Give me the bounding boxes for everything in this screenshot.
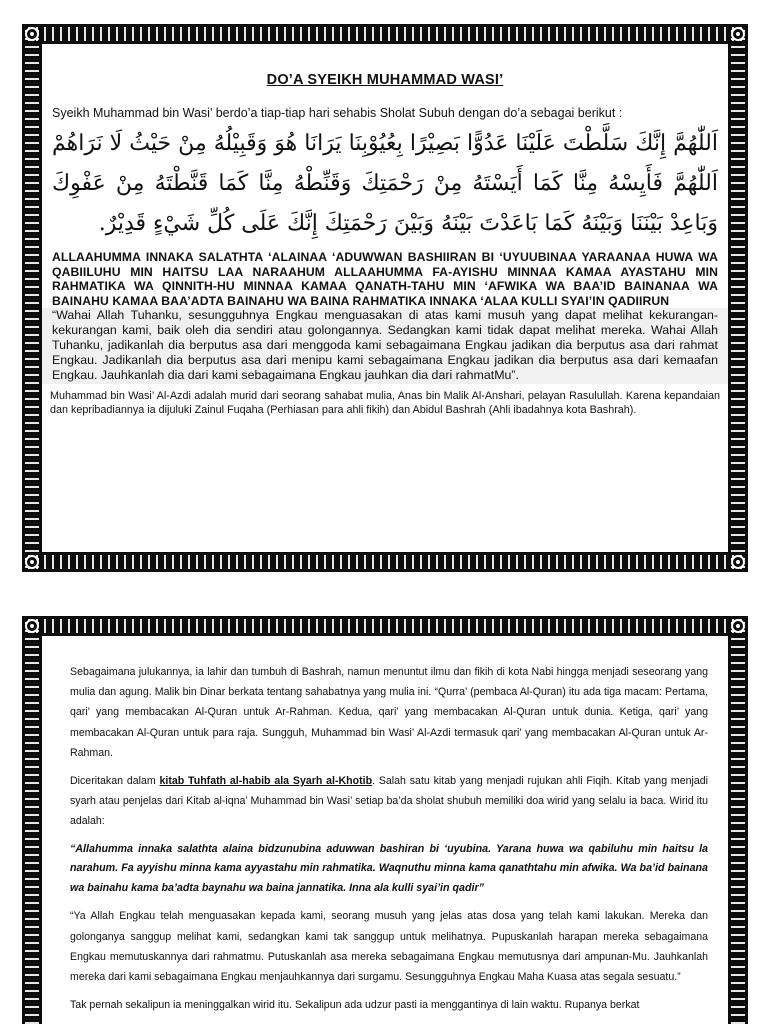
paragraph-kitab [70, 771, 708, 832]
wirid-quote: “Allahumma innaka salathta alaina bidzunubina aduwwan bashiran bi ‘uyubina. Yarana huwa wa qabiluhu min haitsu la narahum. Fa ayyishu minna kama ayyastahu min rahmatika. Waqnuthu minna kama qanathtahu min afwika. Wa ba’id bainana wa bainahu kama ba’adta baynahu wa baina jannatika. Inna ala kulli syai’in qadir” [70, 842, 708, 894]
wirid-translation: “Ya Allah Engkau telah menguasakan kepada kami, seorang musuh yang jelas atas dosa yang telah kami lakukan. Mereka dan golonganya sanggup melihat kami, sedangkan kami tak sanggup untuk melihatnya. Pupuskanlah harapan mereka sebagaimana Engkau memutuskannya dari rahmatmu. Putuskanlah asa mereka sebagaimana Engkau memutusnya dari ampunan-Mu. Jauhkanlah mereka dari kami sebagaimana Engkau menjauhkannya dari surgamu. Sesungguhnya Engkau Maha Kuasa atas segala sesuatu.” [70, 910, 708, 984]
arabic-prayer: اَللّٰهُمَّ إِنَّكَ سَلَّطْتَ عَلَيْنَا عَدُوًّا بَصِيْرًا بِعُيُوْبِنَا يَرَانَا هُوَ وَقَبِيْلُهُ مِنْ حَيْثُ لَا نَرَاهُمْ اَللّٰهُمَّ فَأَيِسْهُ مِنَّا كَمَا أَيَسْتَهُ مِنْ رَحْمَتِكَ وَقَنِّطْهُ مِنَّا كَمَا قَنَّطْتَهُ مِنْ عَفْوِكَ وَبَاعِدْ بَيْنَنَا وَبَيْنَهُ كَمَا بَاعَدْتَ بَيْنَهُ وَبَيْنَ رَحْمَتِكَ إِنَّكَ عَلَى كُلِّ شَيْءٍ قَدِيْرٌ. [52, 131, 718, 236]
paragraph-closing: Tak pernah sekalipun ia meninggalkan wirid itu. Sekalipun ada udzur pasti ia menggantinya di lain waktu. Rupanya berkat [70, 999, 640, 1012]
paragraph-julukan: Sebagaimana julukannya, ia lahir dan tumbuh di Bashrah, namun menuntut ilmu dan fikih di kota Nabi hingga menjadi seseorang yang mulia dan agung. Malik bin Dinar berkata tentang sahabatnya yang mulia ini. “Qurra’ (pembaca Al-Quran) itu ada tiga macam: Pertama, qari’ yang membacakan Al-Quran untuk Ar-Rahman. Kedua, qari’ yang membacakan Al-Quran untuk dunia. Ketiga, qari’ yang membacakan Al-Quran untuk para raja. Sungguh, Muhammad bin Wasi’ Al-Azdi termasuk qari’ yang membacakan Al-Quran untuk Ar-Rahman. [70, 666, 708, 759]
doa-card-content [42, 44, 728, 552]
biography-note: Muhammad bin Wasi’ Al-Azdi adalah murid dari seorang sahabat mulia, Anas bin Malik Al-Anshari, pelayan Rasulullah. Karena kepandaian dan kepribadiannya ia dijuluki Zainul Fuqaha (Perhiasan para ahli fikih) dan Abidul Bashrah (Ahli ibadahnya kota Bashrah). [50, 390, 720, 416]
paragraph-kitab-lead: Diceritakan dalam [70, 775, 160, 788]
page-title: DO’A SYEIKH MUHAMMAD WASI’ [266, 72, 504, 88]
translation: “Wahai Allah Tuhanku, sesungguhnya Engkau menguasakan di atas kami musuh yang dapat melihat kekurangan-kekurangan kami, baik oleh dia sendiri atau golongannya. Sedangkan kami tidak dapat melihat mereka. Wahai Allah Tuhanku, jadikanlah dia berputus asa dari menggoda kami sebagaimana Engkau jadikan dia berputus asa dari rahmat Engkau. Jadikanlah dia berputus asa dari menipu kami sebagaimana Engkau jadikan dia berputus asa dari kemaafan Engkau. Jauhkanlah dia dari kami sebagaimana Engkau jauhkan dia dari rahmatMu”. [42, 308, 728, 384]
transliteration: ALLAAHUMMA INNAKA SALATHTA ‘ALAINAA ‘ADUWWAN BASHIIRAN BI ‘UYUUBINAA YARAANAA HUWA WA QABIILUHU MIN HAITSU LAA NARAAHUM ALLAAHUMMA FA-AYISHU MINNAA KAMAA AYASTAHU MIN RAHMATIKA WA QINNITH-HU MINNAA KAMAA QANATH-TAHU MIN ‘AFWIKA WA BAA’ID BAINANAA WA BAINAHU KAMAA BAA’ADTA BAINAHU WA BAINA RAHMATIKA INNAKA ‘ALAA KULLI SYAI’IN QADIIRUN [52, 250, 718, 308]
doa-card [22, 24, 748, 572]
kitab-title: kitab Tuhfath al-habib ala Syarh al-Khotib [159, 775, 373, 788]
intro-text: Syeikh Muhammad bin Wasi’ berdo’a tiap-tiap hari sehabis Sholat Subuh dengan do’a sebagai berikut : [52, 106, 623, 120]
story-card-content [42, 636, 728, 1024]
story-card [22, 616, 748, 1024]
paragraph-kitab-rest: . Salah satu kitab yang menjadi rujukan ahli Fiqih. Kitab yang menjadi syarh atau penjelas dari Kitab al-iqna’ Muhammad bin Wasi’ setiap ba’da sholat shubuh memiliki doa wirid yang selalu ia baca. Wirid itu adalah: [70, 775, 709, 828]
